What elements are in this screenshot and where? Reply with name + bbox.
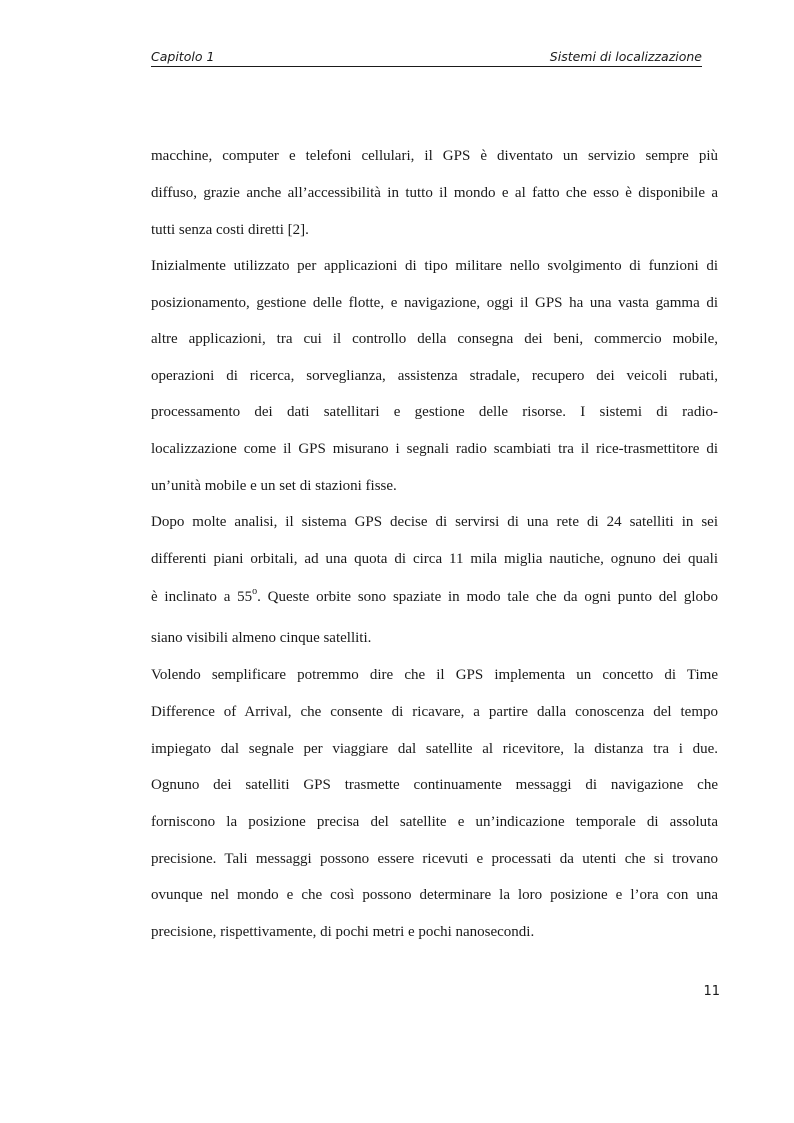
text-line: forniscono la posizione precisa del satellite e un’indicazione temporale di assoluta — [151, 814, 718, 830]
text-line: siano visibili almeno cinque satelliti. — [151, 630, 372, 646]
text-line: Volendo semplificare potremmo dire che il GPS implementa un concetto di Time — [151, 667, 718, 683]
text-line: precisione, rispettivamente, di pochi metri e pochi nanosecondi. — [151, 924, 535, 940]
text-line: impiegato dal segnale per viaggiare dal satellite al ricevitore, la distanza tra i due. — [151, 741, 718, 757]
text-line: precisione. Tali messaggi possono essere ricevuti e processati da utenti che si trovano — [151, 851, 718, 867]
section-title: Sistemi di localizzazione — [549, 49, 702, 64]
text-line: Inizialmente utilizzato per applicazioni di tipo militare nello svolgimento di funzioni di — [151, 258, 718, 274]
text-line: Difference of Arrival, che consente di ricavare, a partire dalla conoscenza del tempo — [151, 704, 718, 720]
text-line: posizionamento, gestione delle flotte, e navigazione, oggi il GPS ha una vasta gamma di — [151, 295, 718, 311]
text-line: Ognuno dei satelliti GPS trasmette continuamente messaggi di navigazione che — [151, 777, 718, 793]
running-header — [151, 48, 702, 67]
chapter-label: Capitolo 1 — [151, 49, 215, 64]
text-line: tutti senza costi diretti [2]. — [151, 222, 309, 238]
degree-superscript: o — [252, 586, 258, 597]
text-line: ovunque nel mondo e che così possono determinare la loro posizione e l’ora con una — [151, 887, 718, 903]
page-number: 11 — [703, 984, 720, 999]
text-run: è inclinato a 55 — [151, 589, 253, 605]
text-line: operazioni di ricerca, sorveglianza, assistenza stradale, recupero dei veicoli rubati, — [151, 368, 718, 384]
text-line: processamento dei dati satellitari e gestione delle risorse. I sistemi di radio- — [151, 404, 718, 420]
text-line: Dopo molte analisi, il sistema GPS decise di servirsi di una rete di 24 satelliti in sei — [151, 514, 718, 530]
text-run: . Queste orbite sono spaziate in modo tale che da ogni punto del globo — [257, 589, 718, 605]
text-line: altre applicazioni, tra cui il controllo della consegna dei beni, commercio mobile, — [151, 331, 718, 347]
text-line: localizzazione come il GPS misurano i segnali radio scambiati tra il rice-trasmettitore di — [151, 441, 718, 457]
text-line: un’unità mobile e un set di stazioni fisse. — [151, 478, 397, 494]
text-line: macchine, computer e telefoni cellulari, il GPS è diventato un servizio sempre più — [151, 148, 718, 164]
text-line: diffuso, grazie anche all’accessibilità in tutto il mondo e al fatto che esso è disponibile a — [151, 185, 718, 201]
text-line: differenti piani orbitali, ad una quota di circa 11 mila miglia nautiche, ognuno dei quali — [151, 551, 718, 567]
text-line-degree — [151, 587, 718, 607]
